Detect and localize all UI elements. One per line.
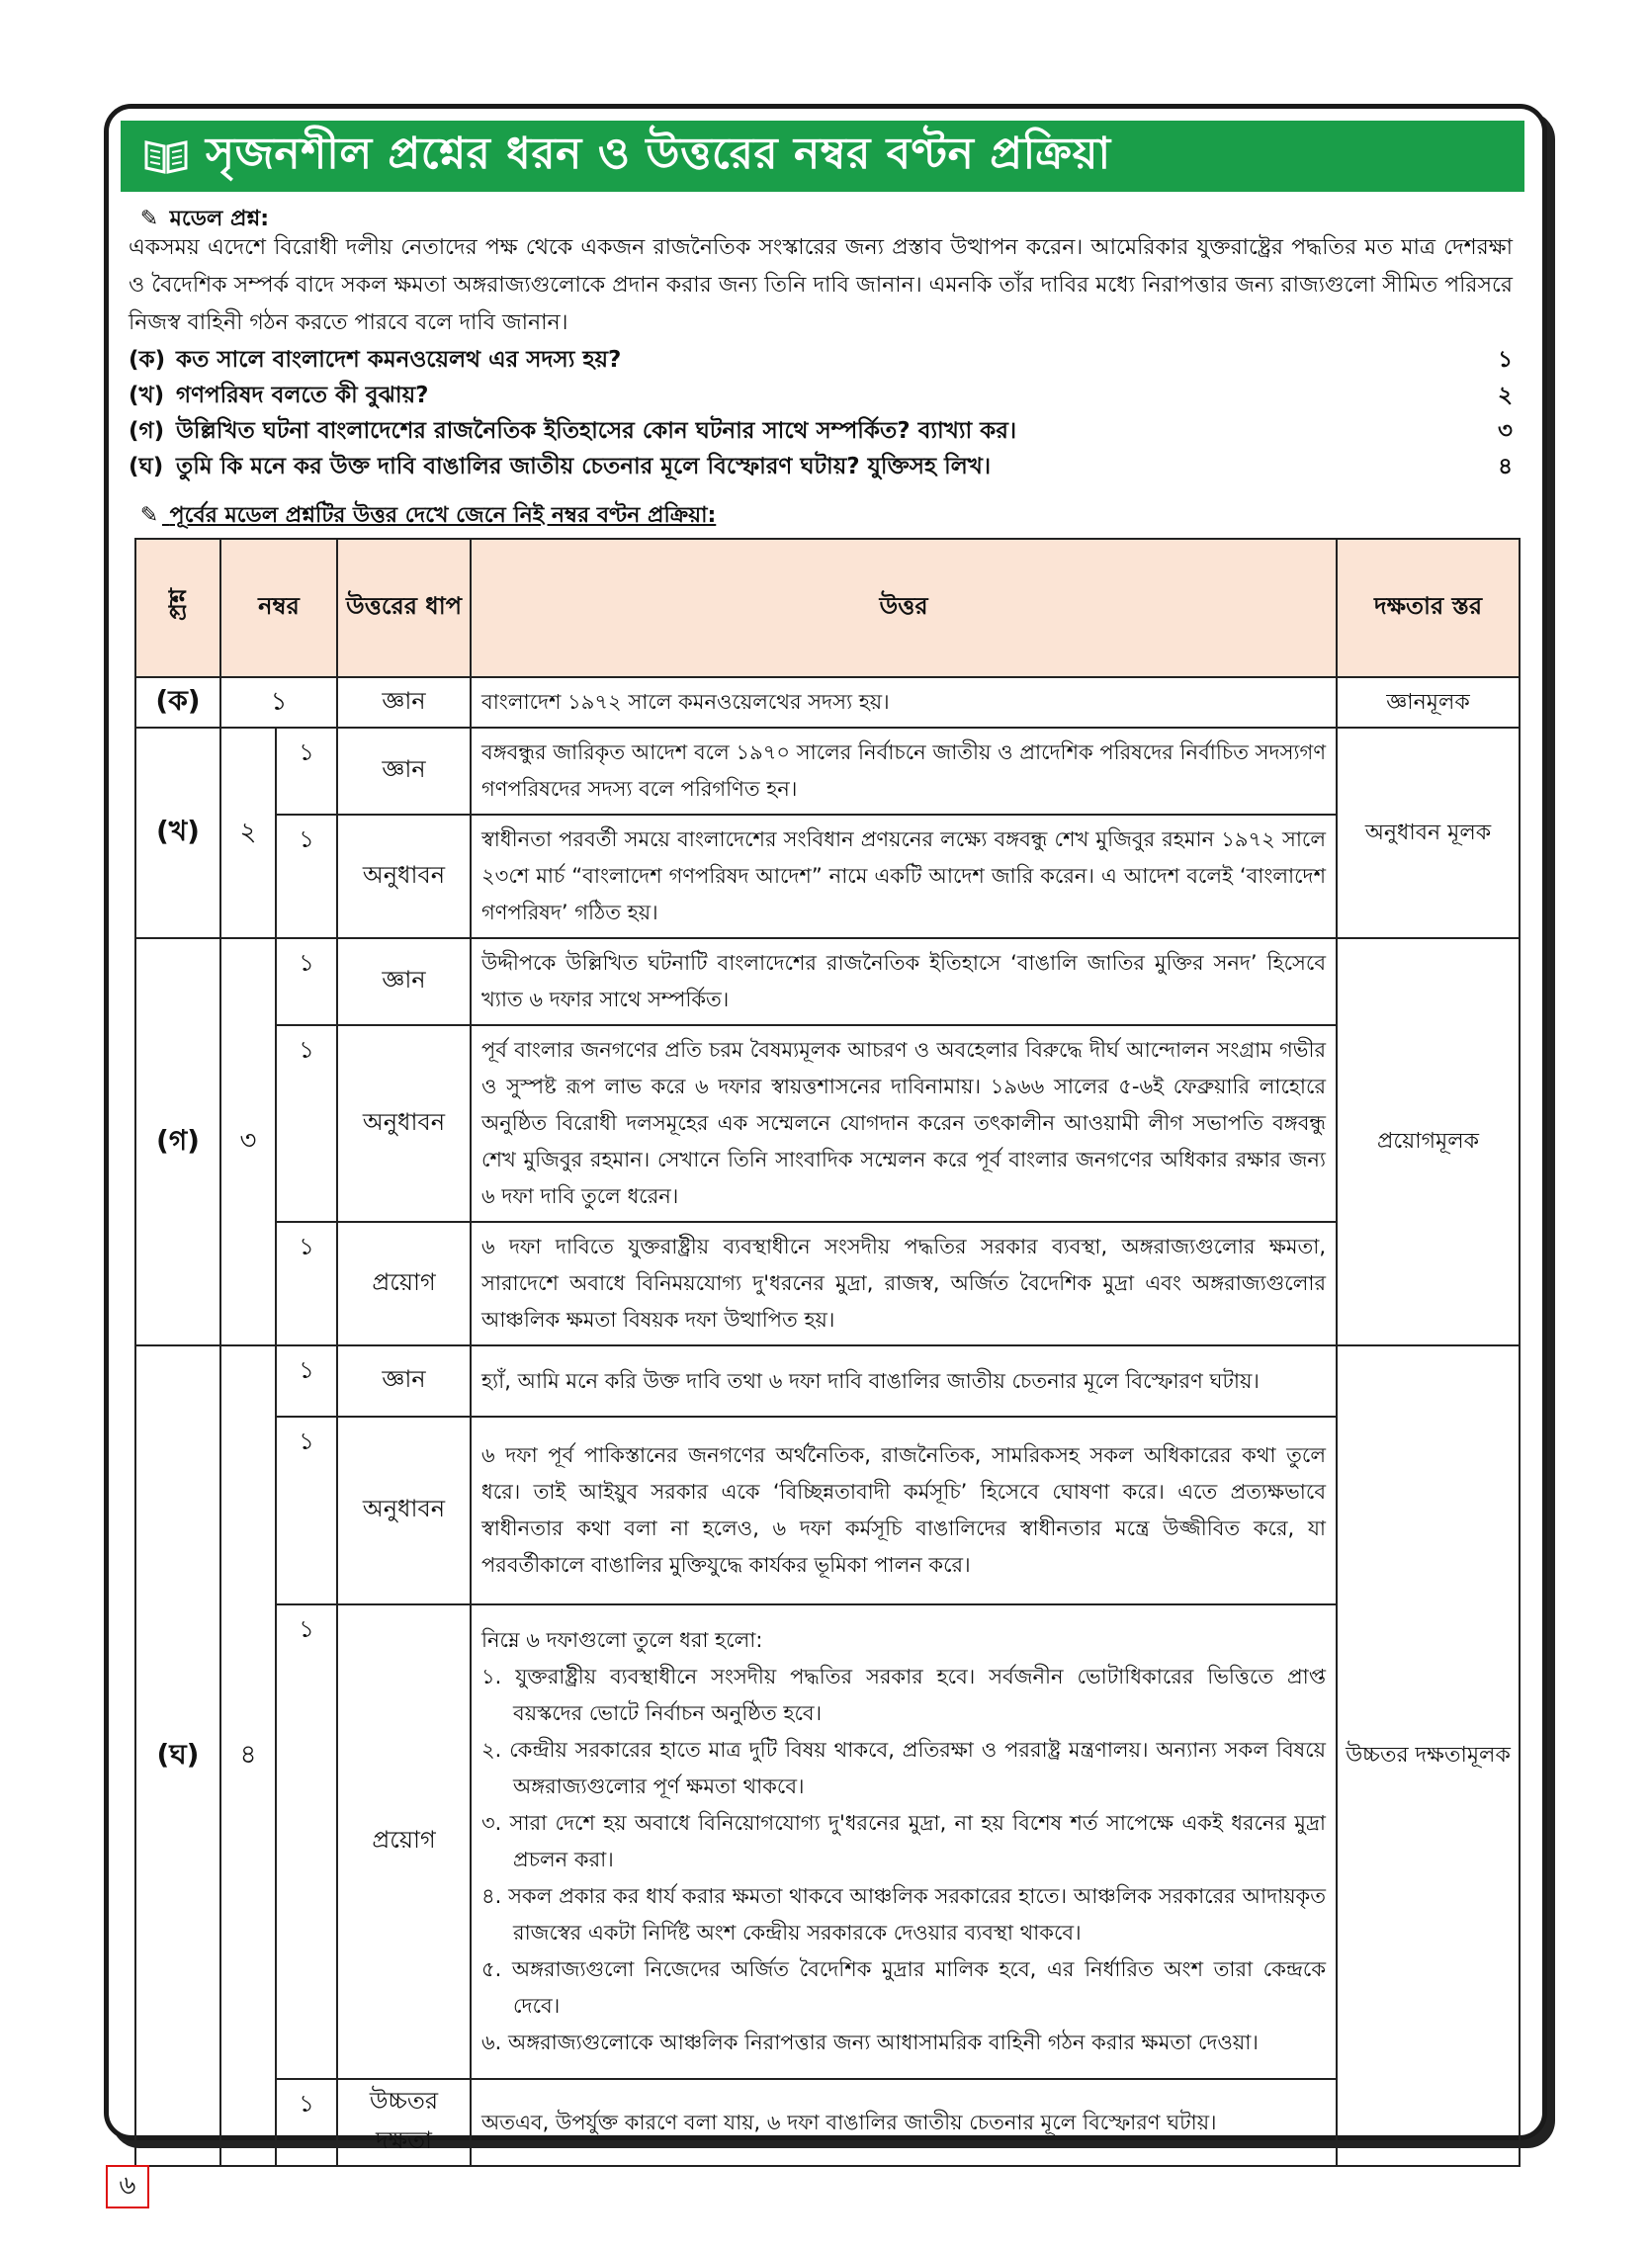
table-row: (ঘ) ৪ ১ জ্ঞান হ্যাঁ, আমি মনে করি উক্ত দাবি তথা ৬ দফা দাবি বাঙালির জাতীয় চেতনার মূলে বিস্ফোরণ ঘটায়। উচ্চতর দক্ষতামূলক	[135, 1345, 1520, 1417]
answer-heading: ✎ পূর্বের মডেল প্রশ্নটির উত্তর দেখে জেনে নিই নম্বর বণ্টন প্রক্রিয়া:	[136, 498, 716, 535]
list-item: ২. কেন্দ্রীয় সরকারের হাতে মাত্র দুটি বিষয় থাকবে, প্রতিরক্ষা ও পররাষ্ট্র মন্ত্রণালয়। অন্যান্য সকল বিষয়ে অঙ্গরাজ্যগুলোর পূর্ণ ক্ষমতা থাকবে।	[481, 1738, 1327, 1798]
question-stem: একসময় এদেশে বিরোধী দলীয় নেতাদের পক্ষ থেকে একজন রাজনৈতিক সংস্কারের জন্য প্রস্তাব উত্থাপন করেন। আমেরিকার যুক্তরাষ্ট্রের পদ্ধতির মত মাত্র দেশরক্ষা ও বৈদেশিক সম্পর্ক বাদে সকল ক্ষমতা অঙ্গরাজ্যগুলোকে প্রদান করার জন্য তিনি দাবি জানান। এমনকি তাঁর দাবির মধ্যে নিরাপত্তার জন্য রাজ্যগুলো সীমিত পরিসরে নিজস্ব বাহিনী গঠন করতে পারবে বলে দাবি জানান।	[129, 235, 1513, 335]
table-row: ১ প্রয়োগ ৬ দফা দাবিতে যুক্তরাষ্ট্রীয় ব্যবস্থাধীনে সংসদীয় পদ্ধতির সরকার ব্যবস্থা, অঙ্গরাজ্যগুলোর ক্ষমতা, সারাদেশে অবাধে বিনিময়যোগ্য দু'ধরনের মুদ্রা, রাজস্ব, অর্জিত বৈদেশিক মুদ্রা এবং অঙ্গরাজ্যগুলোর আঞ্চলিক ক্ষমতা বিষয়ক দফা উত্থাপিত হয়।	[135, 1222, 1520, 1345]
six-points-list	[481, 1659, 1326, 2061]
table-row: (খ) ২ ১ জ্ঞান বঙ্গবন্ধুর জারিকৃত আদেশ বলে ১৯৭০ সালের নির্বাচনে জাতীয় ও প্রাদেশিক পরিষদের নির্বাচিত সদস্যগণ গণপরিষদের সদস্য বলে পরিগণিত হন। অনুধাবন মূলক	[135, 728, 1520, 815]
list-item: ৬. অঙ্গরাজ্যগুলোকে আঞ্চলিক নিরাপত্তার জন্য আধাসামরিক বাহিনী গঠন করার ক্ষমতা দেওয়া।	[481, 2031, 1259, 2054]
table-row: ১ উচ্চতর দক্ষতা অতএব, উপর্যুক্ত কারণে বলা যায়, ৬ দফা বাঙালির জাতীয় চেতনার মূলে বিস্ফোরণ ঘটায়।	[135, 2079, 1520, 2166]
section-banner	[121, 121, 1524, 192]
table-row: ১ অনুধাবন স্বাধীনতা পরবর্তী সময়ে বাংলাদেশের সংবিধান প্রণয়নের লক্ষ্যে বঙ্গবন্ধু শেখ মুজিবুর রহমান ১৯৭২ সালে ২৩শে মার্চ “বাংলাদেশ গণপরিষদ আদেশ” নামে একটি আদেশ জারি করেন। এ আদেশ বলেই ‘বাংলাদেশ গণপরিষদ’ গঠিত হয়।	[135, 815, 1520, 938]
marking-table	[134, 538, 1521, 2167]
list-item: ৪. সকল প্রকার কর ধার্য করার ক্ষমতা থাকবে আঞ্চলিক সরকারের হাতে। আঞ্চলিক সরকারের আদায়কৃত রাজস্বের একটা নির্দিষ্ট অংশ কেন্দ্রীয় সরকারকে দেওয়ার ব্যবস্থা থাকবে।	[481, 1884, 1327, 1945]
table-row: ১ অনুধাবন পূর্ব বাংলার জনগণের প্রতি চরম বৈষম্যমূলক আচরণ ও অবহেলার বিরুদ্ধে দীর্ঘ আন্দোলন সংগ্রাম গভীর ও সুস্পষ্ট রূপ লাভ করে ৬ দফার স্বায়ত্তশাসনের দাবিনামায়। ১৯৬৬ সালের ৫-৬ই ফেব্রুয়ারি লাহোরে অনুষ্ঠিত বিরোধী দলসমূহের এক সম্মেলনে যোগদান করেন তৎকালীন আওয়ামী লীগ সভাপতি বঙ্গবন্ধু শেখ মুজিবুর রহমান। সেখানে তিনি সাংবাদিক সম্মেলন করে পূর্ব বাংলার জনগণের অধিকার রক্ষার জন্য ৬ দফা দাবি তুলে ধরেন।	[135, 1025, 1520, 1222]
table-row: (ক) ১ জ্ঞান বাংলাদেশ ১৯৭২ সালে কমনওয়েলথের সদস্য হয়। জ্ঞানমূলক	[135, 677, 1520, 728]
open-book-icon	[142, 136, 190, 176]
pen-icon: ✎	[139, 503, 159, 528]
table-row: (গ) ৩ ১ জ্ঞান উদ্দীপকে উল্লিখিত ঘটনাটি বাংলাদেশের রাজনৈতিক ইতিহাসে ‘বাঙালি জাতির মুক্তির সনদ’ হিসেবে খ্যাত ৬ দফার সাথে সম্পর্কিত। প্রয়োগমূলক	[135, 938, 1520, 1025]
list-item: ১. যুক্তরাষ্ট্রীয় ব্যবস্থাধীনে সংসদীয় পদ্ধতির সরকার হবে। সর্বজনীন ভোটাধিকারের ভিত্তিতে প্রাপ্ত বয়স্কদের ভোটে নির্বাচন অনুষ্ঠিত হবে।	[481, 1665, 1327, 1725]
question-item: (ঘ) তুমি কি মনে কর উক্ত দাবি বাঙালির জাতীয় চেতনার মূলে বিস্ফোরণ ঘটায়? যুক্তিসহ লিখ। ৪	[129, 454, 1513, 479]
table-row: ১ প্রয়োগ নিম্নে ৬ দফাগুলো তুলে ধরা হলো: ১. যুক্তরাষ্ট্রীয় ব্যবস্থাধীনে সংসদীয় পদ্ধতির সরকার হবে। সর্বজনীন ভোটাধিকারের ভিত্তিতে প্রাপ্ত বয়স্কদের ভোটে নির্বাচন অনুষ্ঠিত হবে। ২. কেন্দ্রীয় সরকারের হাতে মাত্র দুটি বিষয় থাকবে, প্রতিরক্ষা ও পররাষ্ট্র মন্ত্রণালয়। অন্যান্য সকল বিষয়ে অঙ্গরাজ্যগুলোর পূর্ণ ক্ষমতা থাকবে। ৩. সারা দেশে হয় অবাধে বিনিয়োগযোগ্য দু'ধরনের মুদ্রা, না হয় বিশেষ শর্ত সাপেক্ষে একই ধরনের মুদ্রা প্রচলন করা। ৪. সকল প্রকার কর ধার্য করার ক্ষমতা থাকবে আঞ্চলিক সরকারের হাতে। আঞ্চলিক সরকারের আদায়কৃত রাজস্বের একটা নির্দিষ্ট অংশ কেন্দ্রীয় সরকারকে দেওয়ার ব্যবস্থা থাকবে। ৫. অঙ্গরাজ্যগুলো নিজেদের অর্জিত বৈদেশিক মুদ্রার মালিক হবে, এর নির্ধারিত অংশ তারা কেন্দ্রকে দেবে। ৬. অঙ্গরাজ্যগুলোকে আঞ্চলিক নিরাপত্তার জন্য আধাসামরিক বাহিনী গঠন করার ক্ষমতা দেওয়া।	[135, 1604, 1520, 2079]
table-row: ১ অনুধাবন ৬ দফা পূর্ব পাকিস্তানের জনগণের অর্থনৈতিক, রাজনৈতিক, সামরিকসহ সকল অধিকারের কথা তুলে ধরে। তাই আইয়ুব সরকার একে ‘বিচ্ছিন্নতাবাদী কর্মসূচি’ হিসেবে ঘোষণা করে। এতে প্রত্যক্ষভাবে স্বাধীনতার কথা বলা না হলেও, ৬ দফা কর্মসূচি বাঙালিদের স্বাধীনতার মন্ত্রে উজ্জীবিত করে, যা পরবর্তীকালে বাঙালির মুক্তিযুদ্ধে কার্যকর ভূমিকা পালন করে।	[135, 1417, 1520, 1604]
question-item: (গ) উল্লিখিত ঘটনা বাংলাদেশের রাজনৈতিক ইতিহাসের কোন ঘটনার সাথে সম্পর্কিত? ব্যাখ্যা কর। ৩	[129, 418, 1513, 444]
list-item: ৩. সারা দেশে হয় অবাধে বিনিয়োগযোগ্য দু'ধরনের মুদ্রা, না হয় বিশেষ শর্ত সাপেক্ষে একই ধরনের মুদ্রা প্রচলন করা।	[481, 1811, 1327, 1871]
banner-title: সৃজনশীল প্রশ্নের ধরন ও উত্তরের নম্বর বণ্টন প্রক্রিয়া	[206, 128, 1111, 179]
model-question-heading: ✎ মডেল প্রশ্ন:	[136, 202, 269, 238]
pen-icon: ✎	[139, 207, 159, 231]
list-item: ৫. অঙ্গরাজ্যগুলো নিজেদের অর্জিত বৈদেশিক মুদ্রার মালিক হবে, এর নির্ধারিত অংশ তারা কেন্দ্রকে দেবে।	[481, 1957, 1327, 2018]
table-header-row: প্রশ্ন নম্বর উত্তরের ধাপ উত্তর দক্ষতার স্তর	[135, 539, 1520, 677]
question-item: (খ) গণপরিষদ বলতে কী বুঝায়? ২	[129, 383, 1513, 408]
question-item: (ক) কত সালে বাংলাদেশ কমনওয়েলথ এর সদস্য হয়? ১	[129, 347, 1513, 373]
page-number: ৬	[106, 2165, 149, 2208]
six-points-cell: নিম্নে ৬ দফাগুলো তুলে ধরা হলো: ১. যুক্তরাষ্ট্রীয় ব্যবস্থাধীনে সংসদীয় পদ্ধতির সরকার হবে। সর্বজনীন ভোটাধিকারের ভিত্তিতে প্রাপ্ত বয়স্কদের ভোটে নির্বাচন অনুষ্ঠিত হবে। ২. কেন্দ্রীয় সরকারের হাতে মাত্র দুটি বিষয় থাকবে, প্রতিরক্ষা ও পররাষ্ট্র মন্ত্রণালয়। অন্যান্য সকল বিষয়ে অঙ্গরাজ্যগুলোর পূর্ণ ক্ষমতা থাকবে। ৩. সারা দেশে হয় অবাধে বিনিয়োগযোগ্য দু'ধরনের মুদ্রা, না হয় বিশেষ শর্ত সাপেক্ষে একই ধরনের মুদ্রা প্রচলন করা। ৪. সকল প্রকার কর ধার্য করার ক্ষমতা থাকবে আঞ্চলিক সরকারের হাতে। আঞ্চলিক সরকারের আদায়কৃত রাজস্বের একটা নির্দিষ্ট অংশ কেন্দ্রীয় সরকারকে দেওয়ার ব্যবস্থা থাকবে। ৫. অঙ্গরাজ্যগুলো নিজেদের অর্জিত বৈদেশিক মুদ্রার মালিক হবে, এর নির্ধারিত অংশ তারা কেন্দ্রকে দেবে। ৬. অঙ্গরাজ্যগুলোকে আঞ্চলিক নিরাপত্তার জন্য আধাসামরিক বাহিনী গঠন করার ক্ষমতা দেওয়া।	[471, 1604, 1337, 2079]
